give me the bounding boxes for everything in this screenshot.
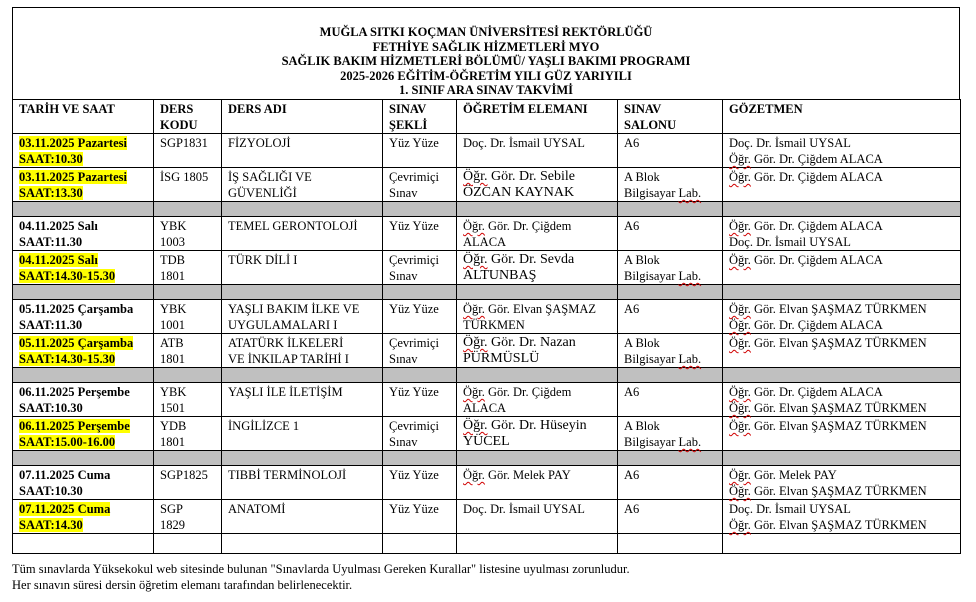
- column-header-proctor: GÖZETMEN: [723, 100, 961, 134]
- footer-notes: [12, 562, 630, 593]
- instructor-cell: [457, 417, 618, 451]
- course-code-cell: [154, 134, 222, 168]
- date-time-cell: [13, 134, 154, 168]
- exam-date: 06.11.2025 Perşembe: [19, 385, 130, 399]
- exam-time: SAAT:10.30: [19, 401, 83, 415]
- separator-cell: [13, 285, 154, 300]
- exam-room-cell-line-2: Bilgisayar Lab.: [624, 186, 702, 200]
- table-row: [13, 383, 961, 417]
- separator-cell: [457, 451, 618, 466]
- table-row: [13, 500, 961, 534]
- proctor-cell-line-1: Öğr. Gör. Dr. Çiğdem ALACA: [729, 253, 883, 267]
- instructor-name-line-1: Öğr. Gör. Dr. Çiğdem: [463, 219, 572, 233]
- program-title: SAĞLIK BAKIM HİZMETLERİ BÖLÜMÜ/ YAŞLI BAKIMI PROGRAMI: [281, 54, 691, 69]
- separator-cell: [222, 202, 383, 217]
- course-name-cell: [222, 217, 383, 251]
- course-code-cell-line-1: ATB: [160, 336, 184, 350]
- proctor-cell: [723, 168, 961, 202]
- exam-date: 04.11.2025 Salı: [19, 253, 98, 267]
- exam-room-cell-line-1: A6: [624, 136, 640, 150]
- proctor-cell-line-2: Öğr. Gör. Dr. Çiğdem ALACA: [729, 152, 883, 166]
- course-code-cell-line-1: TDB: [160, 253, 185, 267]
- course-code-cell-line-2: 1801: [160, 352, 185, 366]
- table-body: [13, 134, 961, 554]
- empty-cell: [383, 534, 457, 554]
- proctor-cell: [723, 334, 961, 368]
- proctor-cell-line-1: Öğr. Gör. Elvan ŞAŞMAZ TÜRKMEN: [729, 302, 927, 316]
- course-name-cell-line-1: FİZYOLOJİ: [228, 136, 291, 150]
- course-name-cell: [222, 383, 383, 417]
- course-name-cell-line-1: ATATÜRK İLKELERİ: [228, 336, 344, 350]
- course-name-cell: [222, 251, 383, 285]
- course-code-cell-line-2: 1001: [160, 318, 185, 332]
- separator-cell: [457, 202, 618, 217]
- table-row: [13, 300, 961, 334]
- day-separator-row: [13, 451, 961, 466]
- exam-type-cell: [383, 500, 457, 534]
- empty-cell: [723, 534, 961, 554]
- table-row: [13, 466, 961, 500]
- date-time-cell: [13, 251, 154, 285]
- separator-cell: [222, 368, 383, 383]
- empty-cell: [618, 534, 723, 554]
- instructor-name-line-2: ALACA: [463, 401, 507, 415]
- proctor-cell-line-1: Öğr. Gör. Melek PAY: [729, 468, 837, 482]
- exam-type-cell-line-2: Sınav: [389, 186, 418, 200]
- proctor-cell: [723, 383, 961, 417]
- separator-cell: [457, 285, 618, 300]
- separator-cell: [383, 368, 457, 383]
- instructor-name-line-1: Öğr. Gör. Elvan ŞAŞMAZ: [463, 302, 596, 316]
- exam-type-cell-line-1: Yüz Yüze: [389, 302, 439, 316]
- separator-cell: [222, 451, 383, 466]
- proctor-cell: [723, 300, 961, 334]
- exam-type-cell-line-2: Sınav: [389, 352, 418, 366]
- instructor-name-line-2: YÜCEL: [463, 434, 510, 449]
- course-code-cell-line-2: 1801: [160, 435, 185, 449]
- course-name-cell-line-1: İNGİLİZCE 1: [228, 419, 300, 433]
- course-name-cell: [222, 134, 383, 168]
- exam-type-cell: [383, 217, 457, 251]
- empty-row: [13, 534, 961, 554]
- table-row: [13, 217, 961, 251]
- table-row: [13, 168, 961, 202]
- university-title: MUĞLA SITKI KOÇMAN ÜNİVERSİTESİ REKTÖRLÜĞÜ: [319, 25, 653, 39]
- date-time-cell: [13, 300, 154, 334]
- column-header-date-time: TARİH VE SAAT: [13, 100, 154, 134]
- table-row: [13, 251, 961, 285]
- table-row: [13, 134, 961, 168]
- date-time-cell: [13, 500, 154, 534]
- instructor-name-line-1: Öğr. Gör. Dr. Sebile: [463, 169, 575, 184]
- instructor-name-line-1: Öğr. Gör. Dr. Sevda: [463, 252, 575, 267]
- course-name-cell: [222, 417, 383, 451]
- proctor-cell-line-1: Öğr. Gör. Elvan ŞAŞMAZ TÜRKMEN: [729, 336, 927, 350]
- proctor-cell-line-1: Doç. Dr. İsmail UYSAL: [729, 136, 851, 150]
- proctor-cell-line-2: Öğr. Gör. Dr. Çiğdem ALACA: [729, 318, 883, 332]
- instructor-cell: [457, 168, 618, 202]
- exam-time: SAAT:13.30: [19, 186, 83, 200]
- proctor-cell: [723, 466, 961, 500]
- course-code-cell-line-1: YBK: [160, 385, 187, 399]
- proctor-cell: [723, 217, 961, 251]
- course-code-cell: [154, 500, 222, 534]
- separator-cell: [618, 451, 723, 466]
- schedule-title: 1. SINIF ARA SINAV TAKVİMİ: [398, 83, 573, 98]
- instructor-name-line-1: Doç. Dr. İsmail UYSAL: [463, 502, 585, 516]
- course-name-cell-line-2: GÜVENLİĞİ: [228, 186, 297, 200]
- proctor-cell: [723, 251, 961, 285]
- date-time-cell: [13, 334, 154, 368]
- exam-type-cell-line-1: Çevrimiçi: [389, 170, 439, 184]
- exam-time: SAAT:10.30: [19, 152, 83, 166]
- separator-cell: [154, 451, 222, 466]
- school-title: FETHİYE SAĞLIK HİZMETLERİ MYO: [372, 39, 600, 54]
- empty-cell: [154, 534, 222, 554]
- course-name-cell: [222, 300, 383, 334]
- exam-room-cell: [618, 217, 723, 251]
- exam-date: 07.11.2025 Cuma: [19, 502, 111, 516]
- course-name-cell-line-1: İŞ SAĞLIĞI VE: [228, 170, 312, 184]
- course-code-cell: [154, 417, 222, 451]
- course-code-cell-line-1: YBK: [160, 302, 187, 316]
- exam-schedule-document: [12, 7, 960, 554]
- exam-date: 05.11.2025 Çarşamba: [19, 336, 134, 350]
- exam-time: SAAT:10.30: [19, 484, 83, 498]
- exam-type-cell-line-1: Yüz Yüze: [389, 219, 439, 233]
- exam-room-cell: [618, 383, 723, 417]
- proctor-cell: [723, 417, 961, 451]
- instructor-name-line-2: ALTUNBAŞ: [463, 268, 537, 283]
- proctor-cell-line-2: Doç. Dr. İsmail UYSAL: [729, 235, 851, 249]
- exam-room-cell: [618, 168, 723, 202]
- separator-cell: [222, 285, 383, 300]
- instructor-cell: [457, 466, 618, 500]
- empty-cell: [13, 534, 154, 554]
- exam-time: SAAT:14.30-15.30: [19, 269, 116, 283]
- exam-type-cell: [383, 334, 457, 368]
- exam-date: 03.11.2025 Pazartesi: [19, 170, 127, 184]
- separator-cell: [618, 368, 723, 383]
- exam-type-cell-line-1: Yüz Yüze: [389, 468, 439, 482]
- course-name-cell-line-1: YAŞLI İLE İLETİŞİM: [228, 385, 343, 399]
- proctor-cell-line-1: Öğr. Gör. Dr. Çiğdem ALACA: [729, 170, 883, 184]
- exam-type-cell-line-2: Sınav: [389, 269, 418, 283]
- exam-time: SAAT:11.30: [19, 235, 83, 249]
- separator-cell: [383, 202, 457, 217]
- separator-cell: [154, 285, 222, 300]
- instructor-name-line-1: Doç. Dr. İsmail UYSAL: [463, 136, 585, 150]
- exam-room-cell-line-1: A Blok: [624, 336, 660, 350]
- course-name-cell-line-2: UYGULAMALARI I: [228, 318, 338, 332]
- course-code-cell: [154, 251, 222, 285]
- footer-rules-note: Tüm sınavlarda Yüksekokul web sitesinde bulunan "Sınavlarda Uyulması Gereken Kurallar" listesine uyulması zorunludur.: [12, 562, 630, 576]
- course-code-cell-line-2: 1003: [160, 235, 185, 249]
- course-code-cell: [154, 300, 222, 334]
- exam-type-cell: [383, 417, 457, 451]
- proctor-cell-line-1: Öğr. Gör. Dr. Çiğdem ALACA: [729, 219, 883, 233]
- proctor-cell-line-1: Öğr. Gör. Elvan ŞAŞMAZ TÜRKMEN: [729, 419, 927, 433]
- instructor-name-line-1: Öğr. Gör. Dr. Nazan: [463, 335, 576, 350]
- course-code-cell: [154, 217, 222, 251]
- footer-duration-note: Her sınavın süresi dersin öğretim elemanı tarafından belirlenecektir.: [12, 577, 353, 592]
- date-time-cell: [13, 417, 154, 451]
- exam-time: SAAT:15.00-16.00: [19, 435, 116, 449]
- course-code-cell-line-1: SGP1825: [160, 468, 208, 482]
- day-separator-row: [13, 368, 961, 383]
- column-header-exam-room: SINAV SALONU: [618, 100, 723, 134]
- exam-time: SAAT:11.30: [19, 318, 83, 332]
- instructor-name-line-1: Öğr. Gör. Melek PAY: [463, 468, 571, 482]
- proctor-cell: [723, 500, 961, 534]
- exam-room-cell: [618, 300, 723, 334]
- proctor-cell-line-1: Doç. Dr. İsmail UYSAL: [729, 502, 851, 516]
- exam-room-cell: [618, 466, 723, 500]
- instructor-cell: [457, 300, 618, 334]
- course-code-cell: [154, 383, 222, 417]
- instructor-name-line-1: Öğr. Gör. Dr. Hüseyin: [463, 418, 587, 433]
- table-header-row: [13, 100, 961, 134]
- instructor-name-line-2: ALACA: [463, 235, 507, 249]
- exam-date: 06.11.2025 Perşembe: [19, 419, 130, 433]
- column-header-instructor: ÖĞRETİM ELEMANI: [457, 100, 618, 134]
- separator-cell: [723, 285, 961, 300]
- instructor-name-line-2: ÖZCAN KAYNAK: [463, 185, 575, 200]
- date-time-cell: [13, 217, 154, 251]
- instructor-cell: [457, 251, 618, 285]
- course-code-cell-line-1: YBK: [160, 219, 187, 233]
- instructor-name-line-1: Öğr. Gör. Dr. Çiğdem: [463, 385, 572, 399]
- course-name-cell: [222, 334, 383, 368]
- exam-type-cell: [383, 134, 457, 168]
- separator-cell: [723, 451, 961, 466]
- exam-type-cell: [383, 383, 457, 417]
- separator-cell: [154, 202, 222, 217]
- table-row: [13, 334, 961, 368]
- course-name-cell-line-1: YAŞLI BAKIM İLKE VE: [228, 302, 360, 316]
- exam-date: 07.11.2025 Cuma: [19, 468, 111, 482]
- exam-room-cell: [618, 251, 723, 285]
- separator-cell: [154, 368, 222, 383]
- course-code-cell: [154, 466, 222, 500]
- empty-cell: [222, 534, 383, 554]
- proctor-cell-line-1: Öğr. Gör. Dr. Çiğdem ALACA: [729, 385, 883, 399]
- exam-room-cell-line-1: A6: [624, 502, 640, 516]
- instructor-cell: [457, 334, 618, 368]
- course-code-cell-line-2: 1801: [160, 269, 185, 283]
- separator-cell: [13, 202, 154, 217]
- course-name-cell: [222, 500, 383, 534]
- course-name-cell-line-1: TIBBİ TERMİNOLOJİ: [228, 468, 347, 482]
- course-name-cell: [222, 466, 383, 500]
- date-time-cell: [13, 383, 154, 417]
- exam-room-cell-line-1: A6: [624, 468, 640, 482]
- separator-cell: [457, 368, 618, 383]
- separator-cell: [383, 285, 457, 300]
- exam-date: 04.11.2025 Salı: [19, 219, 98, 233]
- day-separator-row: [13, 285, 961, 300]
- exam-room-cell: [618, 334, 723, 368]
- proctor-cell-line-2: Öğr. Gör. Elvan ŞAŞMAZ TÜRKMEN: [729, 401, 927, 415]
- date-time-cell: [13, 168, 154, 202]
- exam-room-cell: [618, 417, 723, 451]
- academic-year-title: 2025-2026 EĞİTİM-ÖĞRETİM YILI GÜZ YARIYILI: [340, 68, 632, 83]
- separator-cell: [618, 285, 723, 300]
- course-code-cell-line-1: SGP: [160, 502, 183, 516]
- exam-type-cell: [383, 251, 457, 285]
- proctor-cell: [723, 134, 961, 168]
- instructor-cell: [457, 217, 618, 251]
- exam-type-cell: [383, 466, 457, 500]
- course-code-cell: [154, 168, 222, 202]
- exam-room-cell-line-1: A6: [624, 385, 640, 399]
- separator-cell: [13, 368, 154, 383]
- exam-time: SAAT:14.30: [19, 518, 83, 532]
- proctor-cell-line-2: Öğr. Gör. Elvan ŞAŞMAZ TÜRKMEN: [729, 518, 927, 532]
- exam-type-cell-line-1: Çevrimiçi: [389, 336, 439, 350]
- course-code-cell-line-2: 1829: [160, 518, 185, 532]
- column-header-course-name: DERS ADI: [222, 100, 383, 134]
- exam-type-cell-line-2: Sınav: [389, 435, 418, 449]
- exam-date: 03.11.2025 Pazartesi: [19, 136, 127, 150]
- exam-room-cell-line-1: A Blok: [624, 419, 660, 433]
- exam-room-cell-line-2: Bilgisayar Lab.: [624, 352, 702, 366]
- column-header-course-code: DERS KODU: [154, 100, 222, 134]
- day-separator-row: [13, 202, 961, 217]
- document-header: [12, 7, 960, 99]
- proctor-cell-line-2: Öğr. Gör. Elvan ŞAŞMAZ TÜRKMEN: [729, 484, 927, 498]
- exam-room-cell-line-2: Bilgisayar Lab.: [624, 435, 702, 449]
- course-name-cell-line-1: TEMEL GERONTOLOJİ: [228, 219, 358, 233]
- instructor-cell: [457, 500, 618, 534]
- exam-type-cell-line-1: Çevrimiçi: [389, 253, 439, 267]
- exam-date: 05.11.2025 Çarşamba: [19, 302, 134, 316]
- course-name-cell-line-2: VE İNKILAP TARİHİ I: [228, 352, 349, 366]
- table-row: [13, 417, 961, 451]
- date-time-cell: [13, 466, 154, 500]
- separator-cell: [13, 451, 154, 466]
- instructor-name-line-2: PÜRMÜSLÜ: [463, 351, 540, 366]
- exam-room-cell-line-1: A Blok: [624, 253, 660, 267]
- course-code-cell-line-1: SGP1831: [160, 136, 208, 150]
- instructor-name-line-2: TÜRKMEN: [463, 318, 525, 332]
- exam-schedule-table: [12, 99, 961, 554]
- instructor-cell: [457, 383, 618, 417]
- separator-cell: [618, 202, 723, 217]
- exam-type-cell: [383, 168, 457, 202]
- exam-room-cell-line-1: A6: [624, 302, 640, 316]
- exam-type-cell-line-1: Yüz Yüze: [389, 385, 439, 399]
- exam-room-cell-line-2: Bilgisayar Lab.: [624, 269, 702, 283]
- exam-type-cell-line-1: Yüz Yüze: [389, 136, 439, 150]
- exam-room-cell: [618, 134, 723, 168]
- empty-cell: [457, 534, 618, 554]
- course-name-cell-line-1: ANATOMİ: [228, 502, 286, 516]
- course-code-cell: [154, 334, 222, 368]
- exam-room-cell: [618, 500, 723, 534]
- exam-room-cell-line-1: A6: [624, 219, 640, 233]
- instructor-cell: [457, 134, 618, 168]
- separator-cell: [723, 202, 961, 217]
- separator-cell: [383, 451, 457, 466]
- exam-type-cell-line-1: Yüz Yüze: [389, 502, 439, 516]
- exam-room-cell-line-1: A Blok: [624, 170, 660, 184]
- column-header-exam-type: SINAV ŞEKLİ: [383, 100, 457, 134]
- exam-time: SAAT:14.30-15.30: [19, 352, 116, 366]
- course-code-cell-line-2: 1501: [160, 401, 185, 415]
- separator-cell: [723, 368, 961, 383]
- course-code-cell-line-1: İSG 1805: [160, 170, 209, 184]
- exam-type-cell: [383, 300, 457, 334]
- course-code-cell-line-1: YDB: [160, 419, 187, 433]
- course-name-cell-line-1: TÜRK DİLİ I: [228, 253, 298, 267]
- course-name-cell: [222, 168, 383, 202]
- exam-type-cell-line-1: Çevrimiçi: [389, 419, 439, 433]
